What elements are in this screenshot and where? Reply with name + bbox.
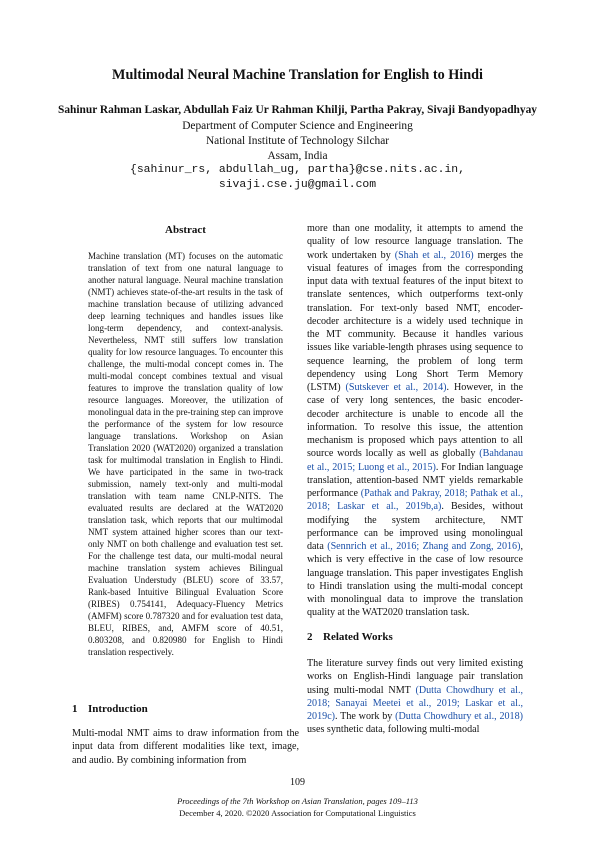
- author-list: Sahinur Rahman Laskar, Abdullah Faiz Ur Rahman Khilji, Partha Pakray, Sivaji Bandyopadhyay: [58, 104, 537, 116]
- author-emails-line1: {sahinur_rs, abdullah_ug, partha}@cse.nits.ac.in,: [130, 164, 465, 176]
- footer-proceedings: Proceedings of the 7th Workshop on Asian Translation, pages 109–113: [177, 796, 418, 806]
- affiliation-location: Assam, India: [267, 150, 328, 162]
- citation-link[interactable]: (Sennrich et al., 2016; Zhang and Zong, 2016): [327, 541, 521, 552]
- citation-link[interactable]: (Pathak and Pakray, 2018; Pathak et al., 2018; Laskar et al., 2019b,a): [307, 488, 523, 513]
- abstract-text: Machine translation (MT) focuses on the automatic translation of text from one natural language to another natural language. Neural machine translation (NMT) achieves state-of-the-art results in the task of machine translation because of utilizing advanced deep learning techniques and handles issues like long-term dependency, and context-analysis. Nevertheless, NMT still suffers low translation quality for low resource languages. To encounter this challenge, the multi-modal concept comes in. The multi-modal concept combines textual and visual features to improve the translation quality of low resource languages. Moreover, the utilization of monolingual data in the pre-training step can improve the performance of the system for low resource language translations. Workshop on Asian Translation 2020 (WAT2020) organized a translation task for multimodal translation in English to Hindi. We have participated in the same in two-track submission, namely text-only and multi-modal translation with team name CNLP-NITS. The evaluated results are declared at the WAT2020 translation task, which reports that our multimodal NMT system attained higher scores than our text-only NMT on both challenge and evaluation test set. For the challenge test data, our multi-modal neural machine translation system achieves Bilingual Evaluation Understudy (BLEU) score of 33.57, Rank-based Intuitive Bilingual Evaluation Score (RIBES) 0.754141, Adequacy-Fluency Metrics (AMFM) score 0.787320 and for evaluation test data, BLEU, RIBES, and, AMFM score of 40.51, 0.803208, and 0.820980 for English to Hindi translation respectively.: [88, 251, 283, 657]
- affiliation-department: Department of Computer Science and Engineering: [182, 120, 413, 132]
- related-works-text: The literature survey finds out very limited existing works on English-Hindi language pair translation using multi-modal NMT (Dutta Chowdhury et al., 2018; Sanayai Meetei et al., 2019; Laskar et al., 2019c). The work by (Dutta Chowdhury et al., 2018) uses synthetic data, following multi-modal: [307, 658, 524, 736]
- citation-link[interactable]: (Shah et al., 2016): [394, 249, 474, 261]
- citation-link[interactable]: (Dutta Chowdhury et al., 2018; Sanayai Meetei et al., 2019; Laskar et al., 2019c): [307, 684, 524, 722]
- author-emails-line2: sivaji.cse.ju@gmail.com: [218, 179, 377, 191]
- introduction-right-text: more than one modality, it attempts to amend the quality of low resource language translation. The work undertaken by (Shah et al., 2016) merges the visual features of images from the corresponding input data with textual features of the input bitext to translate sentences, which outperforms text-only translation. For text-only based NMT, encoder-decoder architecture is a widely used technique in the MT community. Because it handles various issues like variable-length phrases using sequence to sequence learning, the problem of long term dependency using Long Short Term Memory (LSTM) (Sutskever et al., 2014). However, in the case of very long sentences, the basic encoder-decoder architecture is unable to encode all the information. To resolve this issue, the attention mechanism is proposed which pays attention to all source words locally as well as globally (Bahdanau et al., 2015; Luong et al., 2015). For Indian language translation, attention-based NMT yields remarkable performance (Pathak and Pakray, 2018; Pathak et al., 2018; Laskar et al., 2019b,a). Besides, without modifying the system architecture, NMT performance can be improved using monolingual data (Sennrich et al., 2016; Zhang and Zong, 2016), which is very effective in the case of low resource language translation. This paper investigates English to Hindi translation using the multi-modal concept with monolingual data to improve the translation quality at the WAT2020 translation task.: [307, 223, 524, 619]
- introduction-left-text: Multi-modal NMT aims to draw information from the input data from different modalities like text, image, and audio. By combining information from: [72, 728, 299, 766]
- section-2-title: Related Works: [323, 631, 393, 643]
- section-1-number: 1: [72, 703, 78, 715]
- section-2-heading: [307, 631, 393, 643]
- section-1-heading: [72, 703, 148, 715]
- footer-copyright: December 4, 2020. ©2020 Association for Computational Linguistics: [179, 808, 416, 818]
- citation-link[interactable]: (Bahdanau et al., 2015; Luong et al., 2015): [307, 448, 523, 473]
- citation-link[interactable]: (Dutta Chowdhury et al., 2018): [395, 711, 523, 722]
- page-number: 109: [290, 777, 305, 788]
- abstract-heading: Abstract: [165, 224, 206, 236]
- section-1-title: Introduction: [88, 703, 148, 715]
- citation-link[interactable]: (Sutskever et al., 2014): [345, 382, 447, 393]
- affiliation-institute: National Institute of Technology Silchar: [205, 135, 390, 147]
- paper-title: Multimodal Neural Machine Translation for English to Hindi: [112, 67, 483, 83]
- section-2-number: 2: [307, 631, 313, 643]
